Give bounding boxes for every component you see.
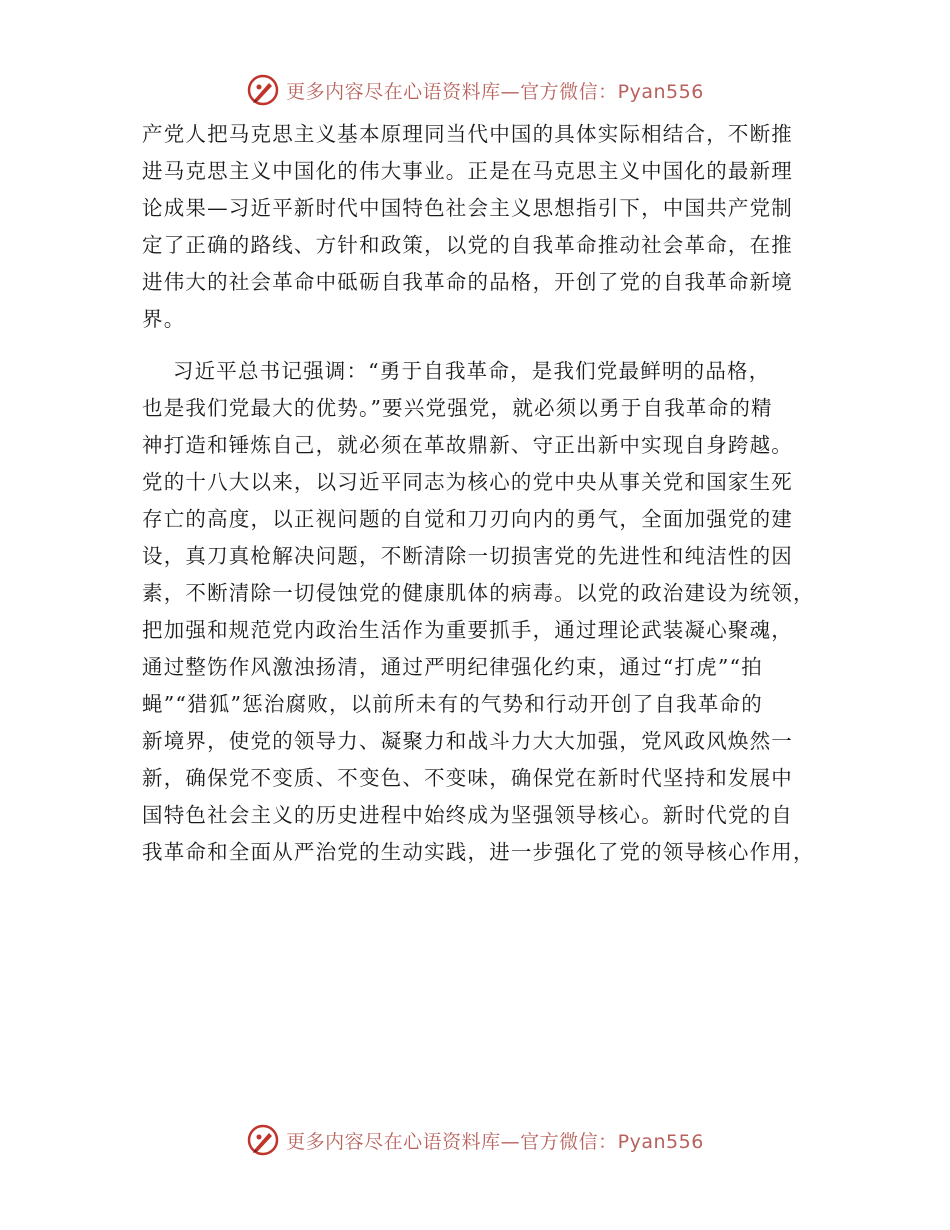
text-line: 把加强和规范党内政治生活作为重要抓手，通过理论武装凝心聚魂， xyxy=(142,618,793,642)
text-line: 进马克思主义中国化的伟大事业。正是在马克思主义中国化的最新理 xyxy=(142,159,793,183)
text-line: 国特色社会主义的历史进程中始终成为坚强领导核心。新时代党的自 xyxy=(142,803,793,827)
text-line: 习近平总书记强调：“勇于自我革命，是我们党最鲜明的品格， xyxy=(142,359,771,383)
text-line: 神打造和锤炼自己，就必须在革故鼎新、守正出新中实现自身跨越。 xyxy=(142,433,793,457)
footer-banner-content xyxy=(246,1123,704,1157)
text-line: 也是我们党最大的优势。”要兴党强党，就必须以勇于自我革命的精 xyxy=(142,396,773,420)
text-line: 蝇”“猎狐”惩治腐败，以前所未有的气势和行动开创了自我革命的 xyxy=(142,692,763,716)
document-body xyxy=(142,116,815,871)
text-line: 党的十八大以来，以习近平同志为核心的党中央从事关党和国家生死 xyxy=(142,470,793,494)
pen-logo-icon xyxy=(246,1123,280,1157)
text-line: 进伟大的社会革命中砥砺自我革命的品格，开创了党的自我革命新境 xyxy=(142,270,793,294)
pen-logo-icon xyxy=(246,73,280,107)
text-line: 设，真刀真枪解决问题，不断清除一切损害党的先进性和纯洁性的因 xyxy=(142,544,793,568)
text-line: 界。 xyxy=(142,307,186,331)
header-banner-content xyxy=(246,73,704,107)
paragraph-spacer xyxy=(142,338,802,353)
header-banner xyxy=(0,70,950,110)
text-line: 论成果—习近平新时代中国特色社会主义思想指引下，中国共产党制 xyxy=(142,196,793,220)
footer-banner-text: 更多内容尽在心语资料库—官方微信：Pyan556 xyxy=(286,1130,704,1153)
footer-banner xyxy=(0,1120,950,1160)
text-line: 存亡的高度，以正视问题的自觉和刀刃向内的勇气，全面加强党的建 xyxy=(142,507,793,531)
header-banner-text: 更多内容尽在心语资料库—官方微信：Pyan556 xyxy=(286,80,704,103)
text-line: 我革命和全面从严治党的生动实践，进一步强化了党的领导核心作用， xyxy=(142,840,815,864)
text-line: 定了正确的路线、方针和政策，以党的自我革命推动社会革命，在推 xyxy=(142,233,793,257)
text-line: 新境界，使党的领导力、凝聚力和战斗力大大加强，党风政风焕然一 xyxy=(142,729,793,753)
text-line: 新，确保党不变质、不变色、不变味，确保党在新时代坚持和发展中 xyxy=(142,766,793,790)
text-line: 素，不断清除一切侵蚀党的健康肌体的病毒。以党的政治建设为统领， xyxy=(142,581,815,605)
text-line: 通过整饬作风激浊扬清，通过严明纪律强化约束，通过“打虎”“拍 xyxy=(142,655,763,679)
text-line: 产党人把马克思主义基本原理同当代中国的具体实际相结合，不断推 xyxy=(142,122,793,146)
